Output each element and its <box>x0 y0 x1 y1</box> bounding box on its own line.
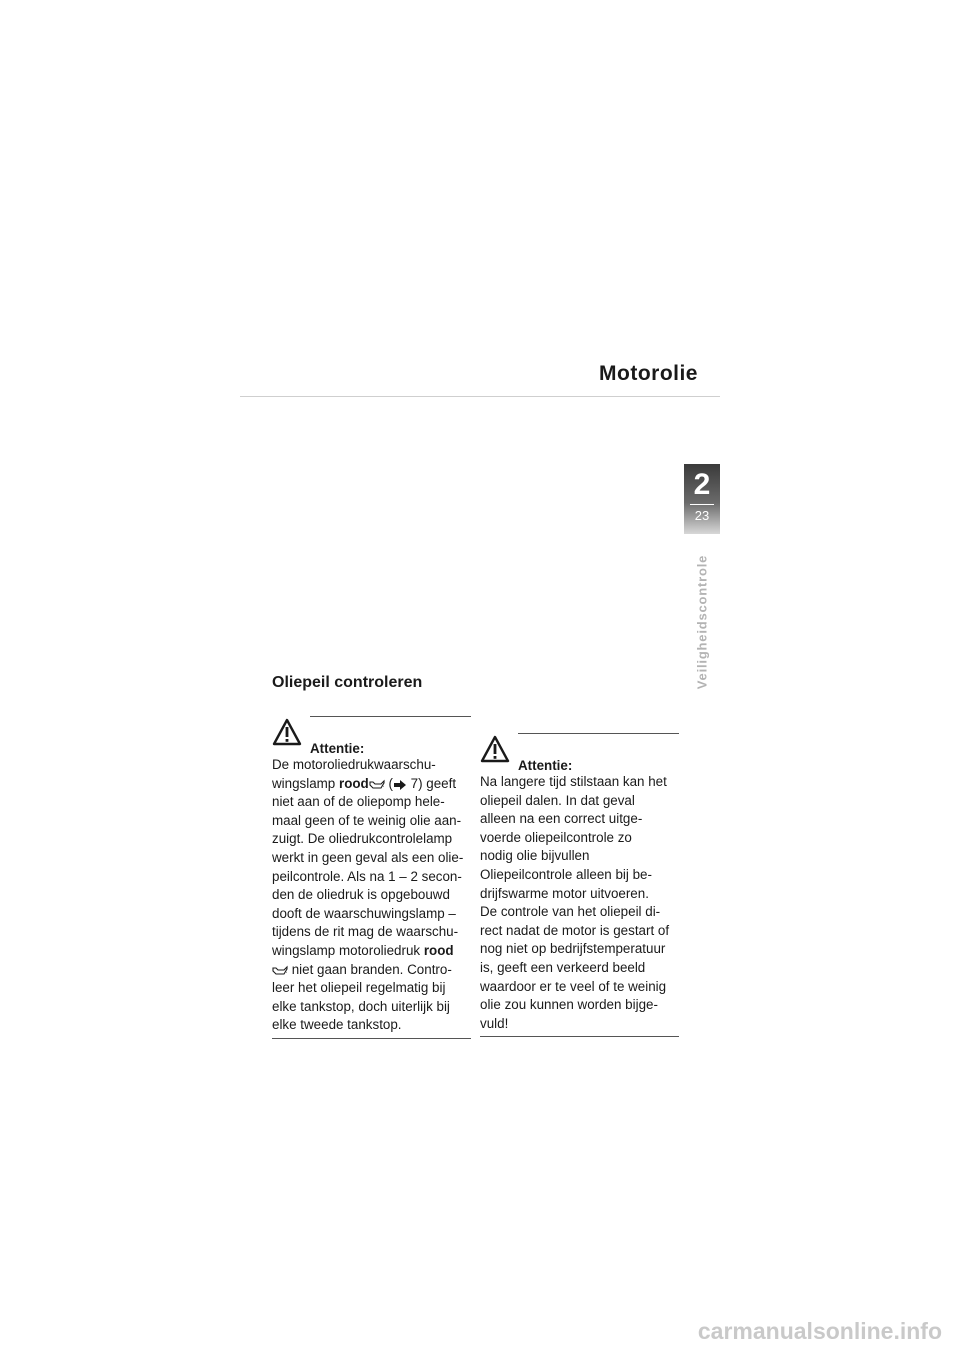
chapter-number: 2 <box>693 468 711 501</box>
warning-bottom-rule <box>272 1038 471 1039</box>
warning-line: nog niet op bedrijfstemperatuur <box>480 941 666 957</box>
warning-line: nodig olie bijvullen <box>480 848 590 864</box>
section-heading: Oliepeil controleren <box>272 674 423 691</box>
warning-line: olie zou kunnen worden bijge- <box>480 997 658 1013</box>
warning-line: maal geen of te weinig olie aan- <box>272 812 462 828</box>
warning-line: elke tweede tankstop. <box>272 1017 402 1033</box>
warning-body <box>272 756 471 1035</box>
warning-line: De motoroliedrukwaarschu- <box>272 757 436 772</box>
warning-line: drijfswarme motor uitvoeren. <box>480 885 649 901</box>
warning-line: wingslamp rood ( 7) geeft <box>272 775 457 791</box>
warning-line: alleen na een correct uitge- <box>480 811 643 827</box>
oil-lamp-icon <box>369 778 385 790</box>
page-number: 23 <box>694 508 710 523</box>
warning-line: rect nadat de motor is gestart of <box>480 922 670 938</box>
warning-body <box>480 773 679 1033</box>
warning-line: wingslamp motoroliedruk rood <box>272 942 454 958</box>
warning-line: De controle van het oliepeil di- <box>480 904 661 920</box>
warning-label: Attentie: <box>518 758 573 773</box>
warning-line: leer het oliepeil regelmatig bij <box>272 980 446 996</box>
warning-line: den de oliedruk is opgebouwd <box>272 887 450 903</box>
bold-text: rood <box>423 942 454 958</box>
warning-line: niet gaan branden. Contro- <box>272 961 471 980</box>
warning-line: Oliepeilcontrole alleen bij be- <box>480 866 652 882</box>
chapter-divider <box>690 504 714 505</box>
header-divider <box>240 396 720 397</box>
warning-box-right <box>480 733 679 1037</box>
warning-line: oliepeil dalen. In dat geval <box>480 792 635 808</box>
warning-line: niet aan of de oliepomp hele- <box>272 794 445 810</box>
arrow-right-icon <box>393 780 407 790</box>
warning-line: peilcontrole. Als na 1 – 2 secon- <box>272 868 462 884</box>
warning-line: waardoor er te veel of te weinig <box>480 978 667 994</box>
warning-top-rule <box>310 716 471 717</box>
page-title: Motorolie <box>599 362 698 385</box>
warning-line: tijdens de rit mag de waarschu- <box>272 924 459 940</box>
watermark: carmanualsonline.info <box>697 1318 942 1344</box>
warning-label: Attentie: <box>310 741 365 756</box>
section-tab-label: Veiligheidscontrole <box>694 554 710 690</box>
warning-box-left <box>272 716 471 1039</box>
warning-line: zuigt. De oliedrukcontrolelamp <box>272 831 453 847</box>
warning-header <box>480 733 679 773</box>
bold-text: rood <box>338 775 369 791</box>
warning-triangle-icon <box>272 718 302 746</box>
warning-header <box>272 716 471 756</box>
warning-line: dooft de waarschuwingslamp – <box>272 905 456 921</box>
oil-lamp-icon <box>272 964 288 976</box>
warning-line: is, geeft een verkeerd beeld <box>480 959 646 975</box>
warning-line: voerde oliepeilcontrole zo <box>480 829 632 845</box>
warning-triangle-icon <box>480 735 510 763</box>
warning-top-rule <box>518 733 679 734</box>
warning-bottom-rule <box>480 1036 679 1037</box>
warning-line: Na langere tijd stilstaan kan het <box>480 774 667 789</box>
warning-line: werkt in geen geval als een olie- <box>272 849 464 865</box>
warning-line: elke tankstop, doch uiterlijk bij <box>272 998 450 1014</box>
warning-line: vuld! <box>480 1015 509 1031</box>
